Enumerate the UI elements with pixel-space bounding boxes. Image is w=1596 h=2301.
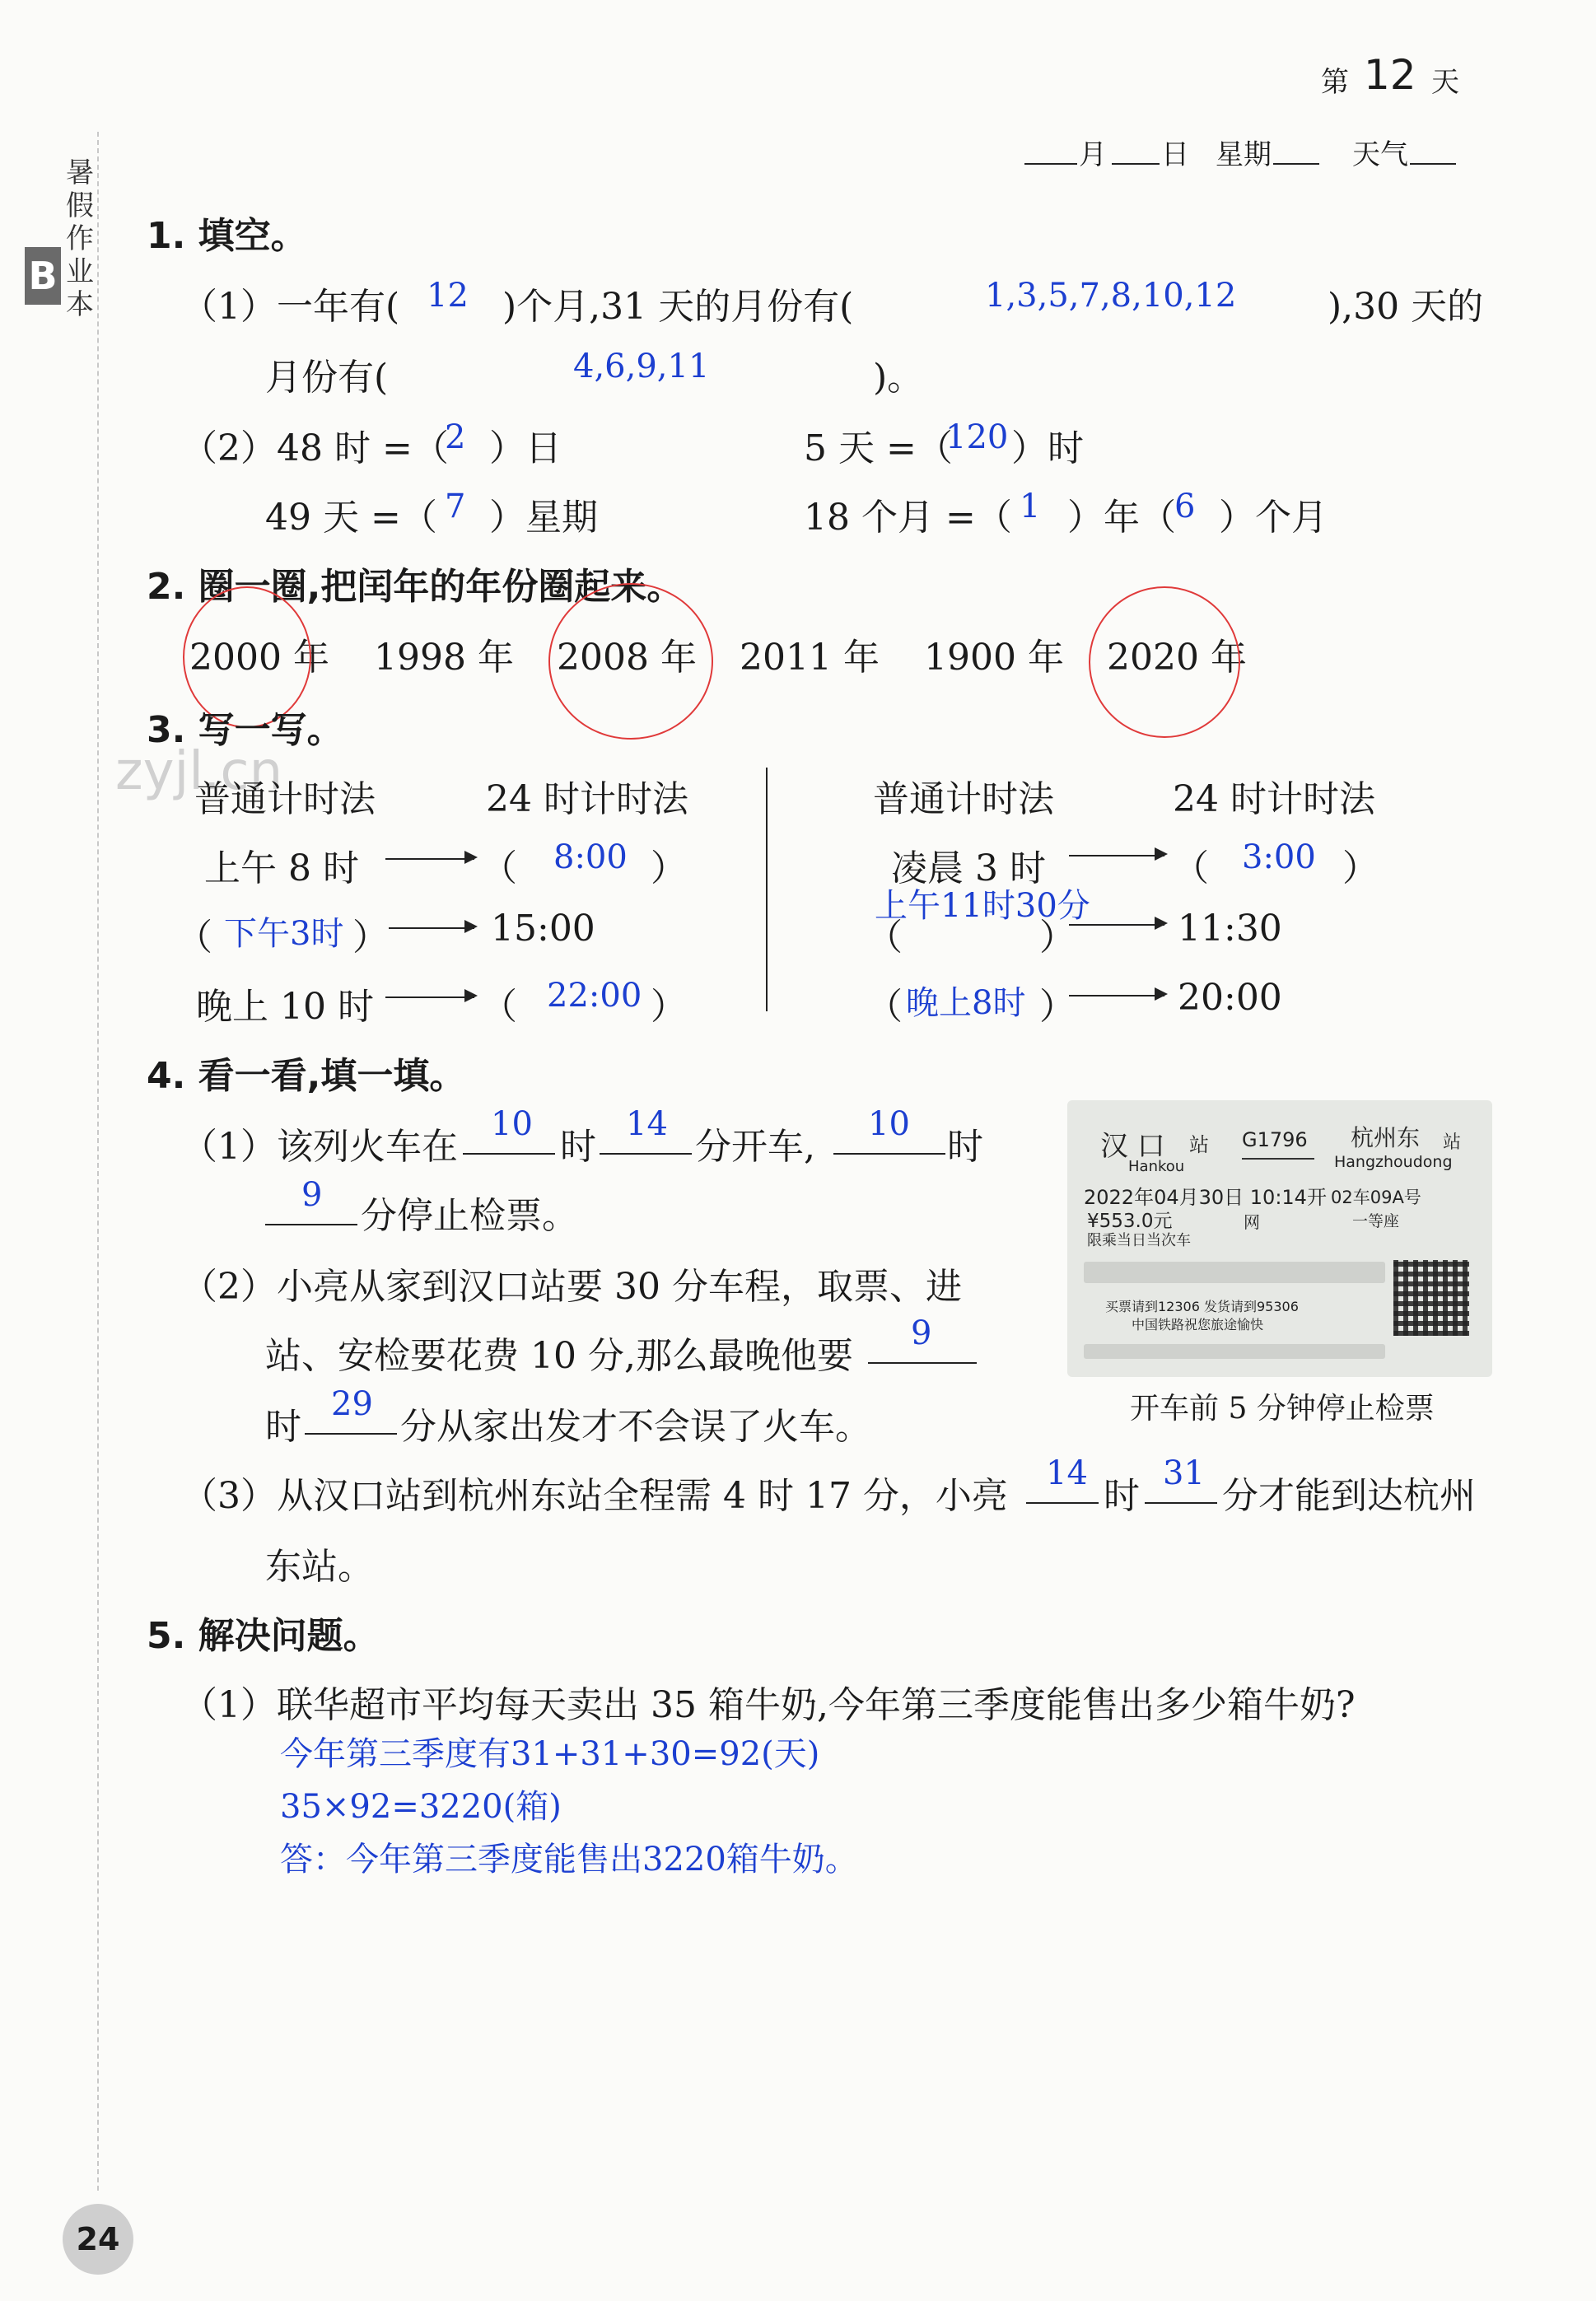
q4-p2-c: 时 xyxy=(265,1406,301,1448)
day-number: 12 xyxy=(1364,51,1416,99)
paren-left: （ xyxy=(481,847,517,889)
paren-left: （ xyxy=(866,986,903,1028)
ticket-line3: 中国铁路祝您旅途愉快 xyxy=(1132,1317,1264,1333)
q1-p1-c: ),30 天的 xyxy=(1328,286,1484,328)
ticket-price: ¥553.0元 xyxy=(1087,1211,1173,1232)
paren-left: （ xyxy=(866,917,903,959)
day-suffix: 天 xyxy=(1431,66,1459,99)
q5-answer-line3: 答：今年第三季度能售出3220箱牛奶。 xyxy=(280,1841,858,1879)
blurred-bottom-strip xyxy=(1084,1344,1385,1359)
q1-ans-hours: 120 xyxy=(945,418,1009,456)
q1-p2-h: ）年（ xyxy=(1067,497,1176,539)
q4-ans-leave-minute: 29 xyxy=(331,1385,373,1423)
q4-p2-a: （2）小亮从家到汉口站要 30 分车程，取票、进 xyxy=(181,1266,962,1308)
paren-right: ） xyxy=(651,986,687,1028)
q1-ans-months2: 6 xyxy=(1174,488,1196,525)
q1-p2-a: （2）48 时 =（ xyxy=(181,427,449,469)
q5-answer-line1: 今年第三季度有31+31+30=92(天) xyxy=(280,1735,820,1773)
answer-blank xyxy=(463,1153,555,1155)
paren-right: ） xyxy=(1342,847,1379,889)
day-prefix: 第 xyxy=(1321,66,1349,99)
paren-right: ） xyxy=(651,847,687,889)
q3-r1-normal: 凌晨 3 时 xyxy=(891,847,1046,889)
ticket-line2: 买票请到12306 发货请到95306 xyxy=(1105,1299,1299,1314)
arrow xyxy=(1069,924,1164,926)
q3-l1-answer: 8:00 xyxy=(553,838,628,876)
year-item: 1998 年 xyxy=(374,637,514,679)
q4-p1-b: 时 xyxy=(560,1126,596,1168)
q4-p1-c: 分开车, xyxy=(695,1126,815,1168)
header-normal-right: 普通计时法 xyxy=(873,778,1054,820)
weather-label: 天气 xyxy=(1352,138,1408,171)
q3-r1-answer: 3:00 xyxy=(1242,838,1316,876)
q1-p2-i: ）个月 xyxy=(1219,497,1328,539)
q1-p1-b: )个月,31 天的月份有( xyxy=(502,286,854,328)
ticket-from-pinyin: Hankou xyxy=(1128,1158,1185,1175)
answer-blank xyxy=(868,1362,977,1364)
margin-guide-line xyxy=(97,132,99,2191)
volume-badge: B xyxy=(25,247,61,305)
q1-p2-e: 49 天 =（ xyxy=(265,497,437,539)
answer-blank xyxy=(1026,1502,1099,1504)
ticket-class: 一等座 xyxy=(1352,1212,1400,1230)
q4-p3-c: 分才能到达杭州 xyxy=(1222,1475,1476,1517)
year-item: 2020 年 xyxy=(1107,637,1247,679)
paren-right: ） xyxy=(352,917,389,959)
q5-title: 5. 解决问题。 xyxy=(147,1615,380,1657)
q4-p3-b: 时 xyxy=(1104,1475,1140,1517)
q1-p1-d: 月份有( xyxy=(265,357,389,399)
ticket-train-number: G1796 xyxy=(1242,1128,1308,1151)
q1-p1-e: )。 xyxy=(873,357,924,399)
ticket-from: 汉 口 xyxy=(1100,1130,1165,1163)
answer-blank xyxy=(833,1153,945,1155)
q4-title: 4. 看一看,填一填。 xyxy=(147,1055,466,1097)
year-item: 1900 年 xyxy=(924,637,1064,679)
ticket-web: 网 xyxy=(1244,1212,1260,1232)
month-blank xyxy=(1024,163,1077,165)
paren-right: ） xyxy=(1039,986,1076,1028)
month-label: 月 xyxy=(1079,138,1107,171)
q4-ans-depart-hour: 10 xyxy=(491,1105,533,1143)
paren-left: （ xyxy=(481,986,517,1028)
leap-year-circle xyxy=(548,583,713,740)
ticket-seat: 02车09A号 xyxy=(1331,1188,1421,1207)
ticket-to-pinyin: Hangzhoudong xyxy=(1334,1153,1453,1171)
day-label: 日 xyxy=(1161,138,1189,171)
q4-p1-a: （1）该列火车在 xyxy=(181,1126,458,1168)
q4-p3-d: 东站。 xyxy=(265,1546,374,1588)
arrow xyxy=(385,858,474,860)
q1-p2-f: ）星期 xyxy=(489,497,598,539)
q5-answer-line2: 35×92=3220(箱) xyxy=(280,1788,562,1826)
q1-p1-a: （1）一年有( xyxy=(181,286,400,328)
q1-p2-b: ）日 xyxy=(489,427,562,469)
q1-p2-d: ）时 xyxy=(1011,427,1084,469)
q2-title: 2. 圈一圈,把闰年的年份圈起来。 xyxy=(147,566,684,608)
weekday-label: 星期 xyxy=(1216,138,1272,171)
blurred-id-strip xyxy=(1084,1262,1385,1283)
q4-p3-a: （3）从汉口站到杭州东站全程需 4 时 17 分，小亮 xyxy=(181,1475,1008,1517)
arrow xyxy=(385,996,474,998)
train-ticket xyxy=(1067,1100,1492,1377)
weather-blank xyxy=(1410,163,1456,165)
answer-blank xyxy=(305,1433,397,1435)
q1-ans-30days: 4,6,9,11 xyxy=(573,348,710,385)
qr-code-icon xyxy=(1393,1260,1469,1336)
q3-title: 3. 写一写。 xyxy=(147,709,343,751)
ticket-to: 杭州东 xyxy=(1351,1124,1421,1151)
paren-left: （ xyxy=(176,917,212,959)
q3-l2-24h: 15:00 xyxy=(491,908,595,950)
page-number: 24 xyxy=(63,2204,133,2275)
column-divider xyxy=(766,768,768,1011)
sidebar-title: 暑假作业本 xyxy=(66,156,94,321)
year-item: 2000 年 xyxy=(189,637,329,679)
q5-p1: （1）联华超市平均每天卖出 35 箱牛奶,今年第三季度能售出多少箱牛奶? xyxy=(181,1684,1356,1726)
q3-r2-answer: 上午11时30分 xyxy=(875,887,1090,925)
q4-p2-d: 分从家出发才不会误了火车。 xyxy=(400,1406,871,1448)
q4-p1-e: 分停止检票。 xyxy=(361,1195,578,1237)
header-24h-right: 24 时计时法 xyxy=(1173,778,1375,820)
ticket-from-suffix: 站 xyxy=(1189,1133,1209,1156)
q1-ans-weeks: 7 xyxy=(445,488,466,525)
year-item: 2011 年 xyxy=(740,637,880,679)
q3-l3-normal: 晚上 10 时 xyxy=(196,986,374,1028)
header-normal-left: 普通计时法 xyxy=(194,778,376,820)
ticket-datetime: 2022年04月30日 10:14开 xyxy=(1084,1186,1327,1209)
q3-l2-answer: 下午3时 xyxy=(224,915,344,953)
header-24h-left: 24 时计时法 xyxy=(486,778,688,820)
q3-r2-24h: 11:30 xyxy=(1178,908,1282,950)
answer-blank xyxy=(600,1153,692,1155)
weekday-blank xyxy=(1273,163,1319,165)
arrow xyxy=(1069,855,1164,856)
q4-ans-arrive-hour: 14 xyxy=(1046,1454,1088,1492)
paren-right: ） xyxy=(1039,917,1076,959)
q4-p2-b: 站、安检要花费 10 分,那么最晚他要 xyxy=(265,1335,853,1377)
q1-p2-g: 18 个月 =（ xyxy=(804,497,1012,539)
q3-r3-answer: 晚上8时 xyxy=(906,984,1026,1022)
q4-ans-stop-hour: 10 xyxy=(868,1105,910,1143)
answer-blank xyxy=(1145,1502,1217,1504)
ticket-note: 限乘当日当次车 xyxy=(1087,1232,1191,1249)
watermark: zyjl.cn xyxy=(115,741,283,802)
q4-ans-leave-hour: 9 xyxy=(911,1314,932,1352)
q1-ans-days: 2 xyxy=(445,418,466,456)
q4-ans-stop-minute: 9 xyxy=(301,1176,323,1214)
leap-year-circle xyxy=(1089,586,1240,738)
q4-ans-arrive-minute: 31 xyxy=(1163,1454,1205,1492)
q3-l1-normal: 上午 8 时 xyxy=(204,847,359,889)
q1-ans-years: 1 xyxy=(1020,488,1041,525)
q1-p2-c: 5 天 =（ xyxy=(804,427,953,469)
year-item: 2008 年 xyxy=(557,637,697,679)
q1-ans-31days: 1,3,5,7,8,10,12 xyxy=(985,277,1237,315)
paren-left: （ xyxy=(1173,847,1209,889)
ticket-to-suffix: 站 xyxy=(1443,1132,1462,1153)
answer-blank xyxy=(265,1224,357,1225)
q3-l3-answer: 22:00 xyxy=(547,977,642,1015)
arrow xyxy=(1069,995,1164,996)
q4-p1-d: 时 xyxy=(947,1126,983,1168)
q4-ans-depart-minute: 14 xyxy=(626,1105,668,1143)
q3-r3-24h: 20:00 xyxy=(1178,977,1282,1019)
day-blank xyxy=(1112,163,1160,165)
ticket-caption: 开车前 5 分钟停止检票 xyxy=(1130,1392,1435,1426)
q1-title: 1. 填空。 xyxy=(147,215,307,257)
arrow xyxy=(389,927,474,929)
ticket-route-arrow xyxy=(1242,1158,1314,1160)
q1-ans-months: 12 xyxy=(427,277,469,315)
